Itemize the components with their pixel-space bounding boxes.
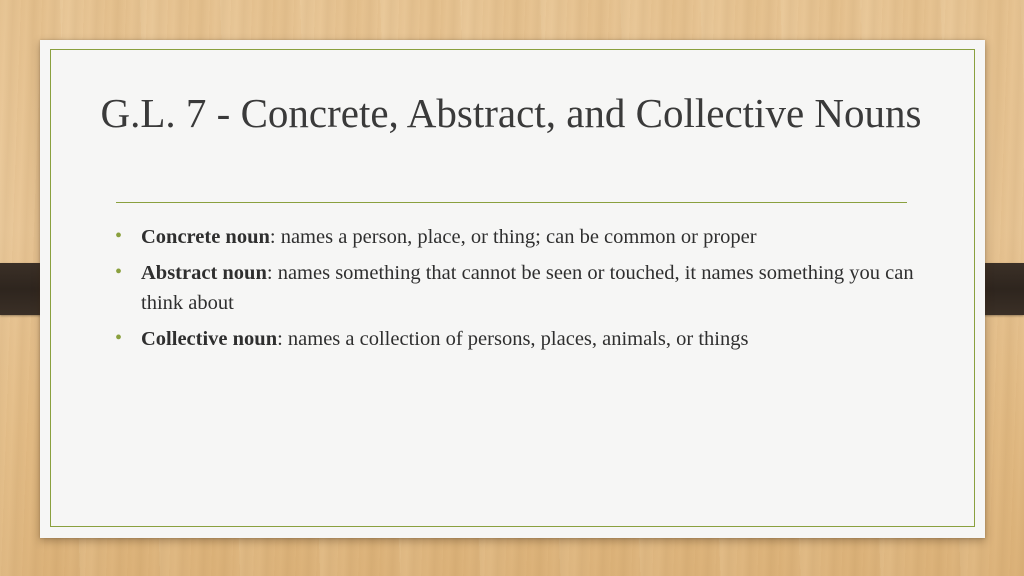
- bullet-dot-icon: •: [115, 261, 123, 283]
- bullet-term: Collective noun: [141, 328, 278, 350]
- bullet-definition: : names something that cannot be seen or touched, it names something you can think about: [141, 262, 914, 314]
- bullet-item-collective-noun: [115, 324, 915, 354]
- bullet-list: [115, 222, 915, 360]
- slide: [40, 40, 985, 538]
- bullet-dot-icon: •: [115, 225, 123, 247]
- bullet-dot-icon: •: [115, 327, 123, 349]
- bullet-definition: : names a person, place, or thing; can be common or proper: [269, 226, 757, 248]
- bullet-item-concrete-noun: [115, 222, 915, 252]
- bullet-term: Abstract noun: [141, 262, 267, 284]
- title-divider: [116, 202, 907, 203]
- slide-title: G.L. 7 - Concrete, Abstract, and Collective Nouns: [100, 90, 922, 136]
- bullet-definition: : names a collection of persons, places, animals, or things: [277, 328, 749, 350]
- bullet-term: Concrete noun: [141, 226, 270, 248]
- bullet-item-abstract-noun: [115, 258, 915, 318]
